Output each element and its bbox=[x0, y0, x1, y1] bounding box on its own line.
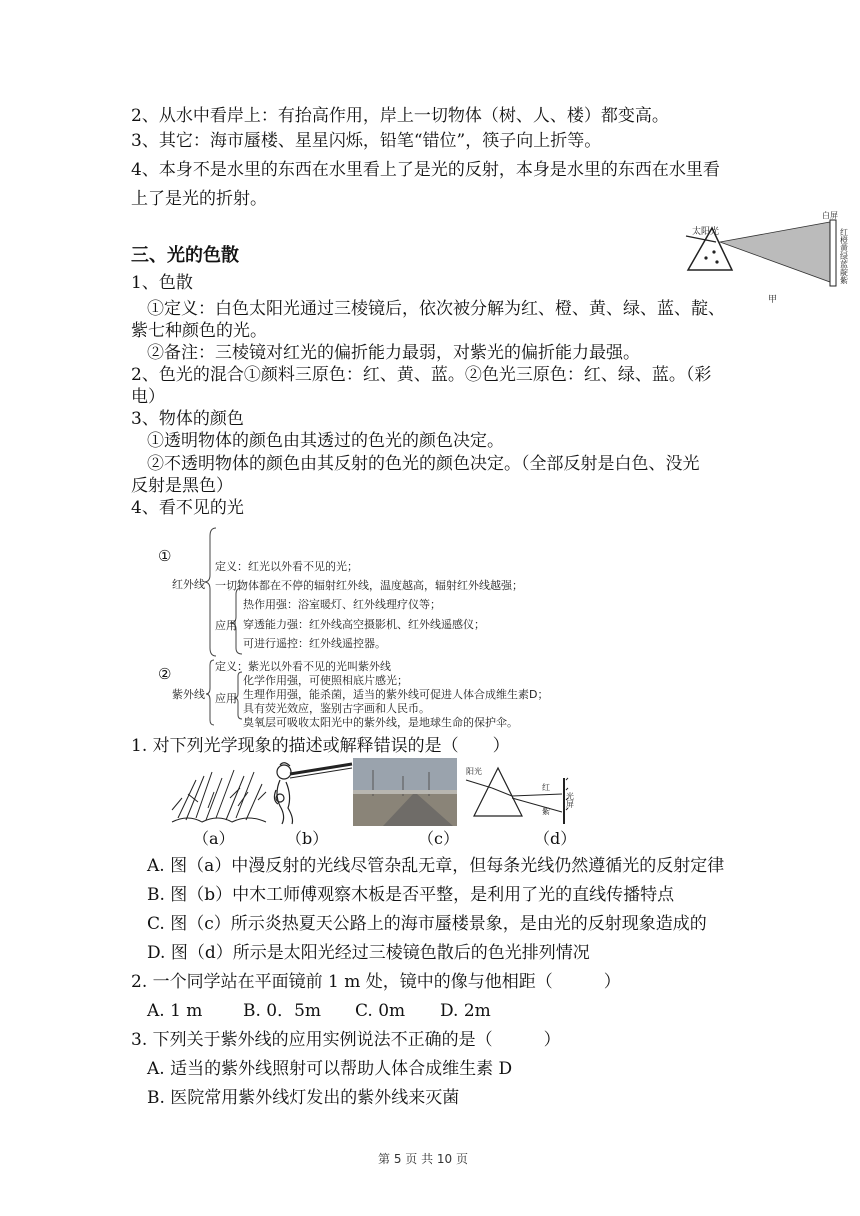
figure-d-prism bbox=[462, 760, 580, 826]
dispersion-heading: 1、色散 bbox=[131, 273, 193, 293]
question-3-option-a: A. 适当的紫外线照射可以帮助人体合成维生素 D bbox=[147, 1059, 513, 1079]
ultraviolet-definition: 定义：紫光以外看不见的光叫紫外线 bbox=[215, 660, 391, 673]
color-mix-line-2: 电） bbox=[131, 387, 165, 407]
prism-colors-label: 红橙黄绿蓝靛紫 bbox=[839, 228, 849, 284]
page-footer: 第 5 页 共 10 页 bbox=[378, 1152, 468, 1166]
caption-a: （a） bbox=[193, 829, 235, 848]
dispersion-definition-2: 紫七种颜色的光。 bbox=[131, 321, 267, 341]
infrared-app-3: 可进行遥控：红外线遥控器。 bbox=[243, 637, 386, 650]
prism-dispersion-figure bbox=[684, 208, 854, 304]
question-1-stem: 1. 对下列光学现象的描述或解释错误的是（ ） bbox=[131, 736, 510, 756]
figure-d-red-label: 红 bbox=[542, 783, 550, 792]
infrared-number: ① bbox=[158, 547, 172, 565]
prism-screen-label: 白屏 bbox=[822, 211, 838, 220]
question-1-option-b: B. 图（b）中木工师傅观察木板是否平整，是利用了光的直线传播特点 bbox=[147, 885, 675, 905]
ultraviolet-label: 紫外线 bbox=[172, 688, 205, 701]
question-2-option-d: D. 2m bbox=[440, 1001, 491, 1021]
intro-line-4: 上了是光的折射。 bbox=[131, 189, 267, 209]
object-color-heading: 3、物体的颜色 bbox=[131, 409, 244, 429]
question-3-stem: 3. 下列关于紫外线的应用实例说法不正确的是（ ） bbox=[131, 1030, 561, 1050]
ultraviolet-app-1: 化学作用强，可使照相底片感光； bbox=[243, 674, 408, 687]
infrared-definition: 定义：红光以外看不见的光； bbox=[215, 560, 358, 573]
figure-d-screen-label: 光屏 bbox=[565, 792, 575, 808]
figure-d-violet-label: 紫 bbox=[542, 807, 550, 816]
section-title: 三、光的色散 bbox=[131, 245, 239, 266]
caption-d: （d） bbox=[534, 829, 577, 848]
question-2-option-a: A. 1 m bbox=[147, 1001, 203, 1021]
dispersion-note: ②备注：三棱镜对红光的偏折能力最弱，对紫光的偏折能力最强。 bbox=[147, 343, 640, 363]
intro-line-1: 2、从水中看岸上：有抬高作用，岸上一切物体（树、人、楼）都变高。 bbox=[131, 106, 669, 126]
invisible-light-heading: 4、看不见的光 bbox=[131, 498, 244, 518]
question-1-option-c: C. 图（c）所示炎热夏天公路上的海市蜃楼景象，是由光的反射现象造成的 bbox=[147, 914, 707, 934]
caption-b: （b） bbox=[286, 829, 329, 848]
question-1-option-d: D. 图（d）所示是太阳光经过三棱镜色散后的色光排列情况 bbox=[147, 943, 590, 963]
infrared-app-1: 热作用强：浴室暖灯、红外线理疗仪等； bbox=[243, 598, 441, 611]
transparent-color: ①透明物体的颜色由其透过的色光的颜色决定。 bbox=[147, 431, 504, 451]
dispersion-definition-1: ①定义：白色太阳光通过三棱镜后，依次被分解为红、橙、黄、绿、蓝、靛、 bbox=[147, 299, 725, 319]
intro-line-3: 4、本身不是水里的东西在水里看上了是光的反射，本身是水里的东西在水里看 bbox=[131, 160, 720, 180]
opaque-color-1: ②不透明物体的颜色由其反射的色光的颜色决定。（全部反射是白色、没光 bbox=[147, 454, 700, 474]
question-2-option-b: B. 0．5m bbox=[243, 1001, 322, 1021]
prism-jia-label: 甲 bbox=[768, 295, 778, 304]
intro-line-2: 3、其它：海市蜃楼、星星闪烁，铅笔“错位”，筷子向上折等。 bbox=[131, 131, 602, 151]
ultraviolet-app-3: 具有荧光效应，鉴别古字画和人民币。 bbox=[243, 702, 430, 715]
infrared-app-label: 应用 bbox=[215, 619, 237, 632]
figure-b-carpenter bbox=[270, 760, 355, 826]
figure-d-sun-label: 阳光 bbox=[466, 767, 482, 776]
ultraviolet-app-2: 生理作用强，能杀菌，适当的紫外线可促进人体合成维生素D； bbox=[243, 688, 549, 701]
opaque-color-2: 反射是黑色） bbox=[131, 476, 233, 496]
question-1-option-a: A. 图（a）中漫反射的光线尽管杂乱无章，但每条光线仍然遵循光的反射定律 bbox=[147, 856, 725, 876]
infrared-app-2: 穿透能力强：红外线高空摄影机、红外线遥感仪； bbox=[243, 618, 485, 631]
figure-c-road-mirage bbox=[353, 758, 457, 826]
ultraviolet-app-label: 应用 bbox=[215, 692, 237, 705]
question-2-option-c: C. 0m bbox=[355, 1001, 406, 1021]
caption-c: （c） bbox=[418, 829, 459, 848]
infrared-property: 一切物体都在不停的辐射红外线，温度越高，辐射红外线越强； bbox=[215, 579, 523, 592]
infrared-label: 红外线 bbox=[172, 578, 205, 591]
color-mix-line-1: 2、色光的混合①颜料三原色：红、黄、蓝。②色光三原色：红、绿、蓝。（彩 bbox=[131, 365, 712, 385]
question-3-option-b: B. 医院常用紫外线灯发出的紫外线来灭菌 bbox=[147, 1088, 460, 1108]
figure-a-diffuse-reflection bbox=[168, 762, 268, 826]
question-2-stem: 2. 一个同学站在平面镜前 1 m 处，镜中的像与他相距（ ） bbox=[131, 972, 621, 992]
prism-sun-label: 太阳光 bbox=[692, 227, 720, 237]
ultraviolet-app-4: 臭氧层可吸收太阳光中的紫外线，是地球生命的保护伞。 bbox=[243, 716, 518, 729]
ultraviolet-number: ② bbox=[158, 665, 172, 683]
